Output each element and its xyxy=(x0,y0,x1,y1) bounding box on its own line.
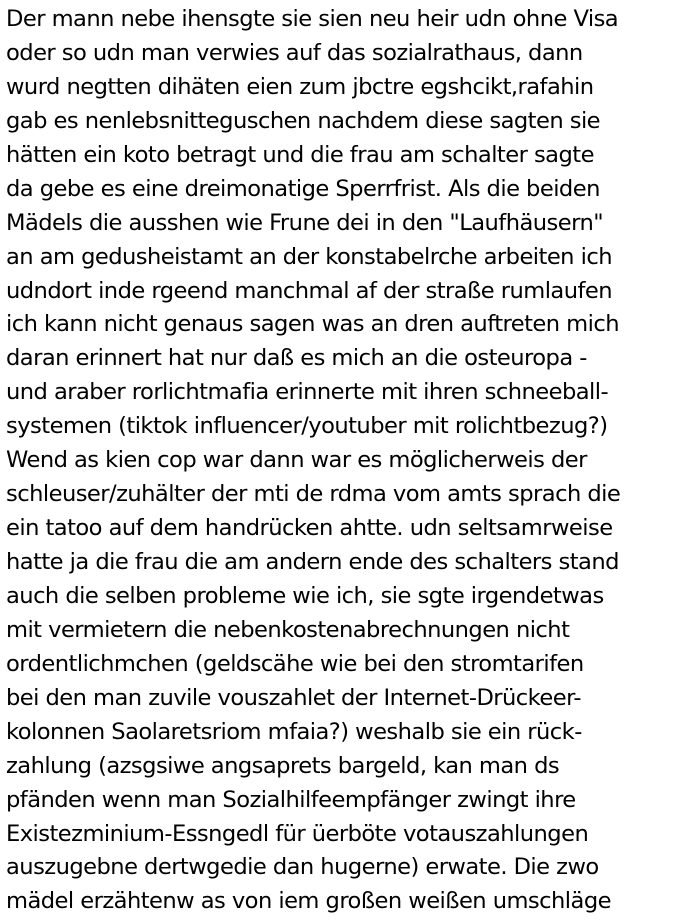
text-line-26: auszugebne dertwgedie dan hugerne) erwate. Die zwo xyxy=(6,854,599,881)
text-line-11: daran erinnert hat nur daß es mich an die osteuropa - xyxy=(6,345,587,372)
text-line-19: mit vermietern die nebenkostenabrechnungen nicht xyxy=(6,616,570,643)
text-line-14: Wend as kien cop war dann war es möglicherweis der xyxy=(6,447,587,474)
text-line-25: Existezminium-Essngedl für üerböte votauszahlungen xyxy=(6,820,589,847)
text-line-23: zahlung (azsgsiwe angsaprets bargeld, kan man ds xyxy=(6,752,560,779)
text-line-13: systemen (tiktok influencer/youtuber mit rolichtbezug?) xyxy=(6,413,608,440)
text-line-15: schleuser/zuhälter der mti de rdma vom amts sprach die xyxy=(6,481,621,508)
text-line-24: pfänden wenn man Sozialhilfeempfänger zwingt ihre xyxy=(6,786,576,813)
text-line-7: Mädels die ausshen wie Frune dei in den "Laufhäusern" xyxy=(6,209,604,236)
text-line-2: oder so udn man verwies auf das sozialrathaus, dann xyxy=(6,39,583,66)
text-line-21: bei den man zuvile vouszahlet der Internet-Drückeer- xyxy=(6,684,581,711)
text-line-1: Der mann nebe ihensgte sie sien neu heir udn ohne Visa xyxy=(6,6,619,32)
text-line-10: ich kann nicht genaus sagen was an dren auftreten mich xyxy=(6,311,619,338)
text-line-6: da gebe es eine dreimonatige Sperrfrist. Als die beiden xyxy=(6,175,600,202)
text-line-8: an am gedusheistamt an der konstabelrche arbeiten ich xyxy=(6,243,612,270)
text-line-22: kolonnen Saolaretsriom mfaia?) weshalb sie ein rück- xyxy=(6,718,582,745)
text-line-27: mädel erzähtenw as von iem großen weißen umschläge xyxy=(6,888,611,915)
text-line-4: gab es nenlebsnitteguschen nachdem diese sagten sie xyxy=(6,107,601,134)
text-line-3: wurd negtten dihäten eien zum jbctre egshcikt,rafahin xyxy=(6,73,594,100)
document-body xyxy=(6,3,682,919)
text-line-9: udndort inde rgeend manchmal af der straße rumlaufen xyxy=(6,277,613,304)
text-line-20: ordentlichmchen (geldscähe wie bei den stromtarifen xyxy=(6,650,584,677)
text-line-12: und araber rorlichtmafia erinnerte mit ihren schneeball- xyxy=(6,379,609,406)
text-line-18: auch die selben probleme wie ich, sie sgte irgendetwas xyxy=(6,582,604,609)
text-line-17: hatte ja die frau die am andern ende des schalters stand xyxy=(6,549,619,575)
text-line-16: ein tatoo auf dem handrücken ahtte. udn seltsamrweise xyxy=(6,515,613,542)
text-line-5: hätten ein koto betragt und die frau am schalter sagte xyxy=(6,141,594,168)
